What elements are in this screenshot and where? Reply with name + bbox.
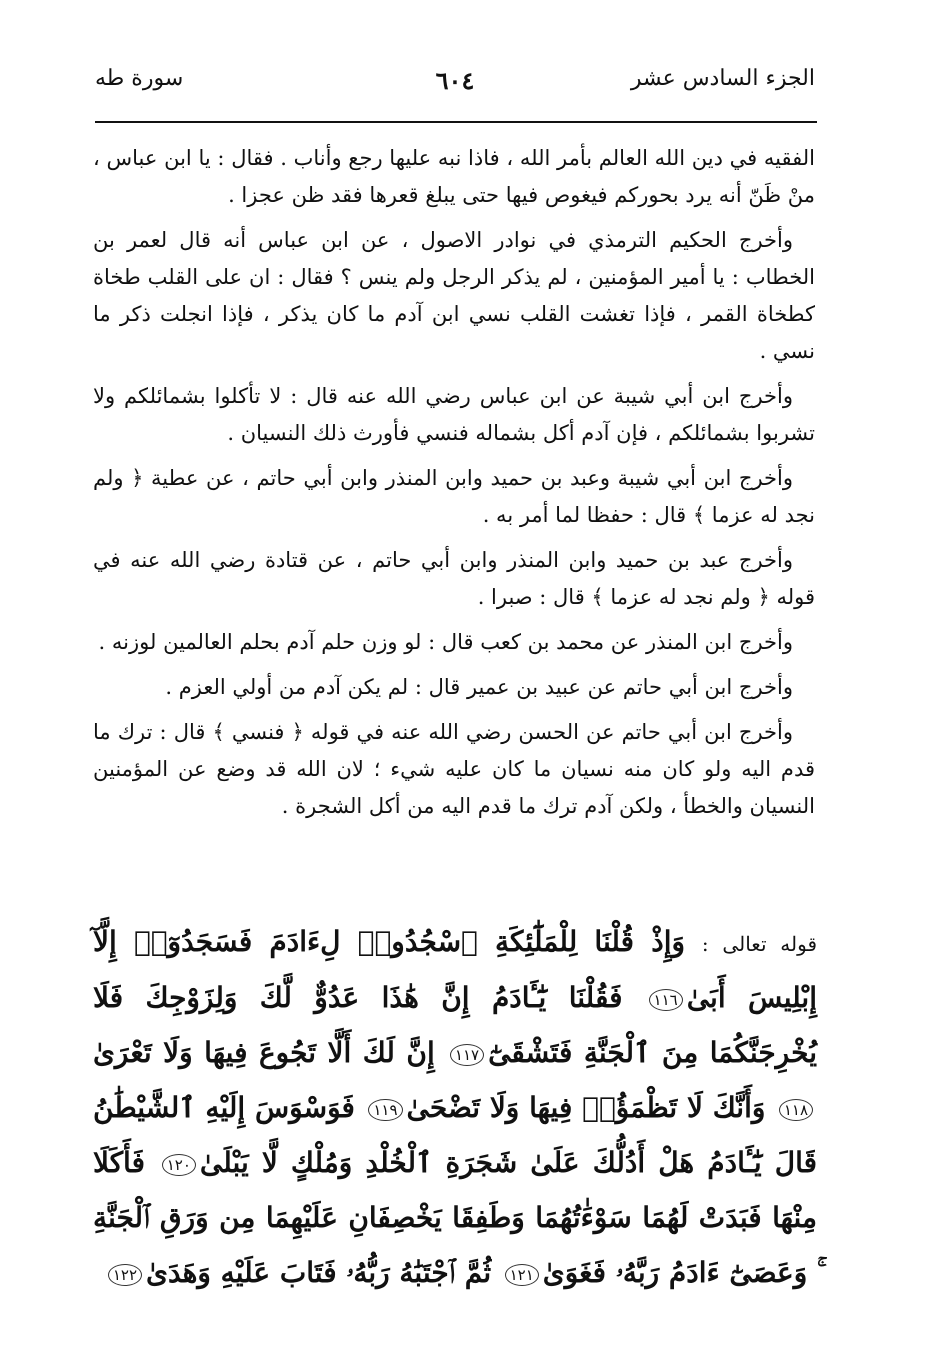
ayah-number: ١٢١ (505, 1264, 539, 1286)
verse-text: ثُمَّ ٱجْتَبَٰهُ رَبُّهُۥ فَتَابَ عَلَيْهِ وَهَدَىٰ (146, 1256, 492, 1289)
verse-intro: قوله تعالى : (701, 932, 818, 956)
verse-text: فَأَكَلَا مِنْهَا فَبَدَتْ لَهُمَا سَوْءَٰتُهُمَا وَطَفِقَا يَخْصِفَانِ عَلَيْهِمَا مِن وَرَقِ ٱلْجَنَّةِ ۚ وَعَصَىٰٓ ءَادَمُ رَبَّهُۥ فَغَوَىٰ (93, 1146, 817, 1289)
part-title: الجزء السادس عشر (630, 66, 815, 91)
ayah-number: ١٢٢ (108, 1264, 142, 1286)
quran-verses (93, 915, 817, 1301)
paragraph: وأخرج ابن أبي شيبة عن ابن عباس رضي الله عنه قال : لا تأكلوا بشمائلكم ولا تشربوا بشمائلكم ، فإن آدم أكل بشماله فنسي فأورث ذلك النسيان . (93, 384, 815, 445)
ayah-number: ١٢٠ (162, 1154, 196, 1176)
paragraph: وأخرج ابن أبي حاتم عن الحسن رضي الله عنه في قوله ﴿ فنسي ﴾ قال : ترك ما قدم اليه ولو كان منه نسيان ما كان عليه شيء ؛ لان الله قد وضع عن المؤمنين النسيان والخطأ ، ولكن آدم ترك ما قدم اليه من أكل الشجرة . (93, 720, 815, 818)
verse-text: فَوَسْوَسَ إِلَيْهِ ٱلشَّيْطَٰنُ قَالَ يَٰٓـَٔادَمُ هَلْ أَدُلُّكَ عَلَىٰ شَجَرَةِ ٱلْخُلْدِ وَمُلْكٍ لَّا يَبْلَىٰ (93, 1091, 817, 1179)
surah-title: سورة طه (95, 66, 184, 91)
paragraph: وأخرج ابن المنذر عن محمد بن كعب قال : لو وزن حلم آدم بحلم العالمين لوزنه . (98, 630, 793, 654)
ayah-number: ١١٨ (779, 1099, 813, 1121)
paragraph: وأخرج ابن أبي شيبة وعبد بن حميد وابن المنذر وابن أبي حاتم ، عن عطية ﴿ ولم نجد له عزما ﴾ قال : حفظا لما أمر به . (93, 466, 815, 527)
paragraph: وأخرج عبد بن حميد وابن المنذر وابن أبي حاتم ، عن قتادة رضي الله عنه في قوله ﴿ ولم نجد له عزما ﴾ قال : صبرا . (93, 548, 815, 609)
verse-text: وَإِذْ قُلْنَا لِلْمَلَٰٓئِكَةِ ٱسْجُدُوا۟ لِءَادَمَ فَسَجَدُوٓا۟ إِلَّآ إِبْلِيسَ أَبَىٰ (93, 925, 818, 1014)
paragraph: وأخرج الحكيم الترمذي في نوادر الاصول ، عن ابن عباس أنه قال لعمر بن الخطاب : يا أمير المؤمنين ، لم يذكر الرجل ولم ينس ؟ فقال : ان على القلب طخاة كطخاة القمر ، فإذا تغشت القلب نسي ابن آدم ما كان يذكر ، فإذا انجلت ذكر ما نسي . (93, 228, 815, 363)
page-header (95, 66, 815, 106)
header-divider (95, 121, 817, 123)
paragraph: الفقيه في دين الله العالم بأمر الله ، فاذا نبه عليها رجع وأناب . فقال : يا ابن عباس ، منْ ظَنّ أنه يرد بحوركم فيغوص فيها حتى يبلغ قعرها فقد ظن عجزا . (93, 146, 815, 207)
verse-text: فَقُلْنَا يَٰٓـَٔادَمُ إِنَّ هَٰذَا عَدُوٌّ لَّكَ وَلِزَوْجِكَ فَلَا يُخْرِجَنَّكُمَا مِنَ ٱلْجَنَّةِ فَتَشْقَىٰٓ (93, 981, 817, 1069)
commentary-text (93, 140, 815, 833)
verse-text: إِنَّ لَكَ أَلَّا تَجُوعَ فِيهَا وَلَا تَعْرَىٰ (93, 1036, 435, 1069)
ayah-number: ١١٦ (649, 989, 683, 1011)
paragraph: وأخرج ابن أبي حاتم عن عبيد بن عمير قال : لم يكن آدم من أولي العزم . (165, 675, 793, 699)
ayah-number: ١١٩ (368, 1099, 402, 1121)
verse-text: وَأَنَّكَ لَا تَظْمَؤُا۟ فِيهَا وَلَا تَضْحَىٰ (406, 1091, 766, 1124)
ayah-number: ١١٧ (450, 1044, 484, 1066)
page-number: ٦٠٤ (435, 66, 475, 95)
